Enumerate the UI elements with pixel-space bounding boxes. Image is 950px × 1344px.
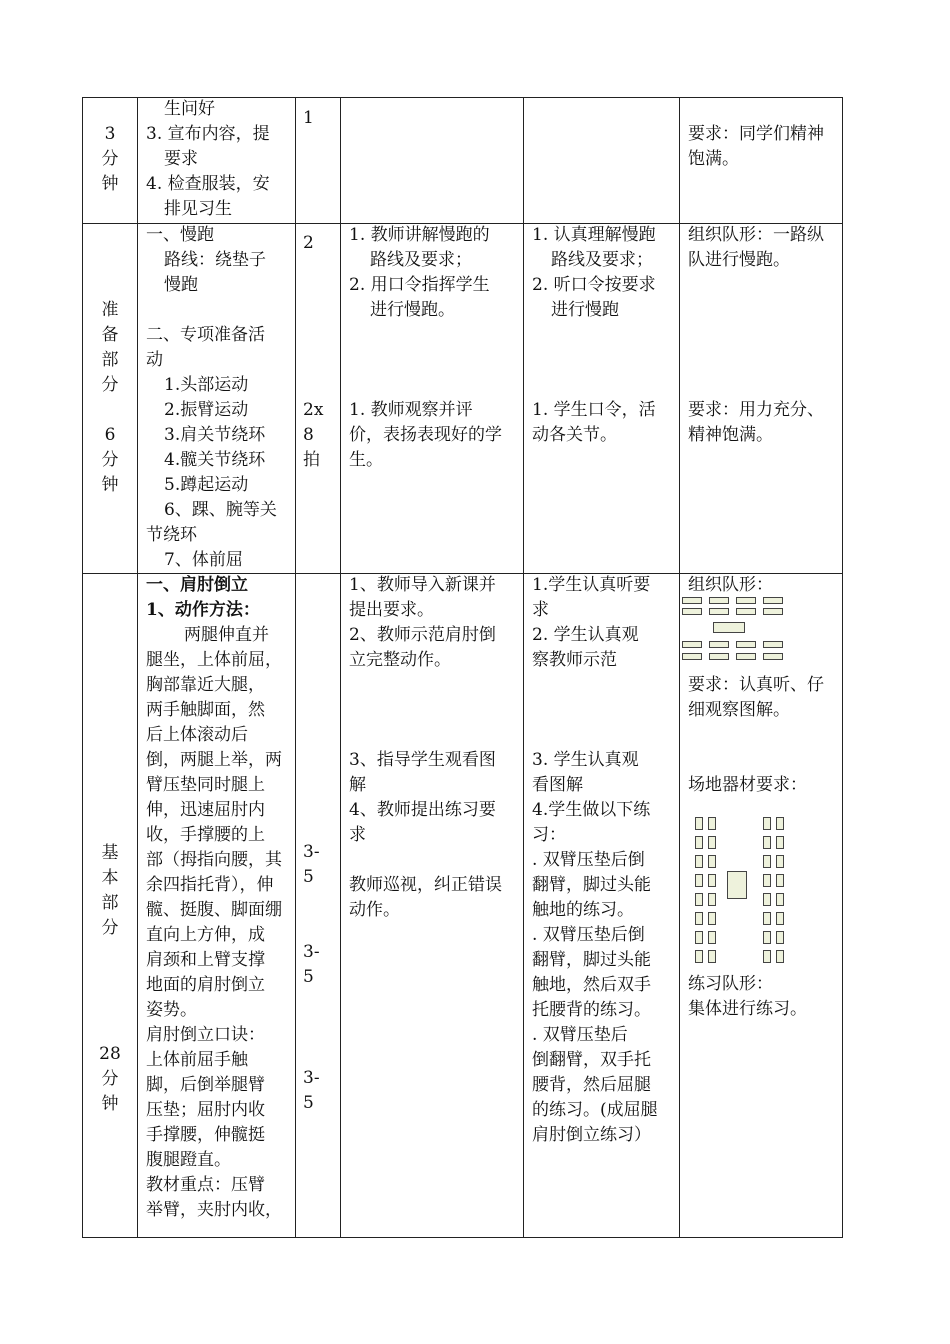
mat-icon (776, 817, 784, 830)
row2-requirements (688, 398, 840, 448)
mat-icon (695, 874, 703, 887)
mat-icon (695, 893, 703, 906)
text-line: 慢跑 (164, 275, 198, 295)
mat-icon (763, 836, 771, 849)
mat-icon (763, 912, 771, 925)
mat-icon (708, 855, 716, 868)
mat-icon (708, 912, 716, 925)
text-line: 翻臂，脚过头能 (532, 875, 651, 895)
row2-section (83, 298, 137, 498)
text-line: . 双臂压垫后倒 (532, 850, 645, 870)
mat-icon (776, 931, 784, 944)
text-line: 分 (101, 1069, 119, 1089)
row1-count (303, 106, 338, 131)
mat-icon (708, 874, 716, 887)
text-line: 5.蹲起运动 (164, 475, 249, 495)
row3-req1 (688, 673, 840, 723)
text-line: 髋、挺腹、脚面绷 (146, 900, 282, 920)
text-line: 6、踝、腕等关 (164, 500, 277, 520)
text-line: 要求：认真听、仔 (688, 675, 824, 695)
text-line: 察教师示范 (532, 650, 617, 670)
text-line: 臂压垫同时腿上 (146, 775, 265, 795)
text-line: 路线及要求； (551, 250, 653, 270)
text-line: 立完整动作。 (349, 650, 451, 670)
mat-icon (709, 653, 729, 660)
text-line: 腹腿蹬直。 (146, 1150, 231, 1170)
text-line: 2. 听口令按要求 (532, 275, 656, 295)
text-line: 腰背，然后屈腿 (532, 1075, 651, 1095)
text-line: 2. 用口令指挥学生 (349, 275, 490, 295)
mat-icon (695, 931, 703, 944)
text-line: 教师巡视，纠正错误 (349, 875, 502, 895)
text-line: 4.髋关节绕环 (164, 450, 266, 470)
text-line: 分 (101, 149, 119, 169)
text-line: 两手触脚面，然 (146, 700, 265, 720)
mat-icon (682, 597, 702, 604)
mat-icon (776, 950, 784, 963)
text-line (532, 698, 677, 723)
text-line: 2.振臂运动 (164, 400, 249, 420)
text-line: 进行慢跑 (551, 300, 619, 320)
mat-icon (682, 653, 702, 660)
text-line: 钟 (101, 1094, 119, 1114)
text-line: 地面的肩肘倒立 (146, 975, 265, 995)
mat-icon (736, 597, 756, 604)
text-line: 生问好 (164, 99, 215, 119)
text-line: 8 (303, 425, 314, 445)
row3-equip-label (688, 773, 840, 798)
teacher-mat-icon (727, 871, 747, 899)
text-line (349, 698, 521, 723)
mat-icon (695, 836, 703, 849)
mat-icon (763, 931, 771, 944)
mat-icon (776, 874, 784, 887)
text-line: 解 (349, 775, 366, 795)
text-line: 5 (303, 967, 314, 987)
text-line: 动作。 (349, 900, 400, 920)
text-line: 两腿伸直并 (184, 625, 269, 645)
text-line: 精神饱满。 (688, 425, 773, 445)
text-line: 6 (104, 425, 116, 445)
text-line: 准 (101, 300, 119, 320)
text-line: 胸部靠近大腿， (146, 675, 265, 695)
text-line: 教材重点：压臂 (146, 1175, 265, 1195)
mat-icon (763, 855, 771, 868)
text-line: 7、体前屈 (164, 550, 243, 570)
row2-count-b (303, 398, 338, 473)
mat-icon (736, 641, 756, 648)
text-line: 翻臂，脚过头能 (532, 950, 651, 970)
text-line (349, 848, 521, 873)
mat-icon (763, 653, 783, 660)
text-line: 压垫；屈肘内收 (146, 1100, 265, 1120)
mat-icon (682, 641, 702, 648)
text-line: 节绕环 (146, 525, 197, 545)
text-line: 一、肩肘倒立 (146, 575, 248, 595)
text-line: 直向上方伸，成 (146, 925, 265, 945)
mat-icon (708, 950, 716, 963)
mat-icon (709, 597, 729, 604)
mat-icon (736, 653, 756, 660)
text-line (532, 323, 677, 348)
text-line: 场地器材要求： (688, 775, 807, 795)
mat-icon (695, 817, 703, 830)
mat-icon (708, 817, 716, 830)
text-line: 肩肘倒立练习） (532, 1125, 651, 1145)
text-line: 触地，然后双手 (532, 975, 651, 995)
column-divider (679, 98, 680, 1237)
mat-icon (763, 874, 771, 887)
text-line: 一、慢跑 (146, 225, 214, 245)
row2-student (532, 223, 677, 448)
text-line: 进行慢跑。 (370, 300, 455, 320)
mat-icon (736, 608, 756, 615)
text-line: 求 (349, 825, 366, 845)
text-line: 3.肩关节绕环 (164, 425, 266, 445)
row2-organize (688, 223, 840, 273)
row1-time (83, 122, 137, 197)
text-line: 集体进行练习。 (688, 999, 807, 1019)
mat-icon (695, 912, 703, 925)
text-line (349, 673, 521, 698)
text-line: 生。 (349, 450, 383, 470)
text-line: 部 (101, 893, 119, 913)
row2-count-a (303, 231, 338, 256)
text-line: 手撑腰，伸髋挺 (146, 1125, 265, 1145)
mat-icon (763, 817, 771, 830)
text-line: 基 (101, 843, 119, 863)
row3-count-3 (303, 1066, 338, 1116)
text-line: 习： (532, 825, 566, 845)
mat-icon (682, 608, 702, 615)
text-line: 备 (101, 325, 119, 345)
text-line: 组织队形：一路纵 (688, 225, 824, 245)
text-line: 1. 教师观察并评 (349, 400, 473, 420)
mat-icon (763, 950, 771, 963)
text-line (349, 373, 521, 398)
column-divider (137, 98, 138, 1237)
text-line: 4. 检查服装，安 (146, 174, 270, 194)
text-line: 2、教师示范肩肘倒 (349, 625, 496, 645)
text-line: 1. 认真理解慢跑 (532, 225, 656, 245)
text-line: 4、教师提出练习要 (349, 800, 496, 820)
text-line: 肩颈和上臂支撑 (146, 950, 265, 970)
text-line: 钟 (101, 475, 119, 495)
text-line: 3. 宣布内容，提 (146, 124, 270, 144)
text-line: 分 (101, 918, 119, 938)
text-line: 28 (99, 1044, 121, 1064)
text-line: 倒，两腿上举，两 (146, 750, 282, 770)
text-line (532, 348, 677, 373)
text-line: 路线及要求； (370, 250, 472, 270)
text-line: 后上体滚动后 (146, 725, 248, 745)
mat-icon (776, 836, 784, 849)
teacher-mat-icon (713, 622, 745, 633)
row1-content (146, 97, 291, 222)
text-line: 求 (532, 600, 549, 620)
mat-icon (776, 912, 784, 925)
mat-icon (708, 836, 716, 849)
text-line: 路线：绕垫子 (164, 250, 266, 270)
text-line: 1、动作方法： (146, 600, 260, 620)
row3-section (83, 841, 137, 941)
mat-icon (763, 641, 783, 648)
text-line: 拍 (303, 450, 320, 470)
mat-icon (708, 931, 716, 944)
text-line: 练习队形： (688, 974, 773, 994)
row3-count-2 (303, 940, 338, 990)
text-line: 部 (101, 350, 119, 370)
text-line: 3 (104, 124, 116, 144)
text-line (532, 373, 677, 398)
text-line: 分 (101, 450, 119, 470)
text-line: 腿坐，上体前屈， (146, 650, 282, 670)
row1-requirements (688, 122, 840, 172)
text-line: 触地的练习。 (532, 900, 634, 920)
text-line: 1、教师导入新课并 (349, 575, 496, 595)
text-line: 5 (303, 1093, 314, 1113)
text-line (349, 348, 521, 373)
text-line: 动各关节。 (532, 425, 617, 445)
text-line: 4.学生做以下练 (532, 800, 651, 820)
row3-org-label (688, 573, 840, 598)
text-line: 部（拇指向腰，其 (146, 850, 282, 870)
text-line: 2. 学生认真观 (532, 625, 639, 645)
text-line: 要求 (164, 149, 198, 169)
text-line: 伸，迅速屈肘内 (146, 800, 265, 820)
text-line: 托腰背的练习。 (532, 1000, 651, 1020)
mat-icon (763, 597, 783, 604)
text-line: 队进行慢跑。 (688, 250, 790, 270)
row3-count-1 (303, 840, 338, 890)
text-line: 上体前屈手触 (146, 1050, 248, 1070)
text-line: 1. 学生口令，活 (532, 400, 656, 420)
text-line: 2 (303, 233, 314, 253)
text-line: 3- (303, 942, 320, 962)
column-divider (295, 98, 296, 1237)
text-line: . 双臂压垫后 (532, 1025, 628, 1045)
row2-content (146, 223, 291, 573)
row3-content (146, 573, 291, 1223)
text-line: 细观察图解。 (688, 700, 790, 720)
text-line: 本 (101, 868, 119, 888)
text-line: 动 (146, 350, 163, 370)
text-line: 排见习生 (164, 199, 232, 219)
text-line: 要求：用力充分、 (688, 400, 824, 420)
row3-duration (83, 1042, 137, 1117)
text-line (349, 323, 521, 348)
text-line: 肩肘倒立口诀： (146, 1025, 265, 1045)
text-line: 饱满。 (688, 149, 739, 169)
text-line (83, 398, 137, 423)
row2-teacher (349, 223, 521, 473)
text-line: 价，表扬表现好的学 (349, 425, 502, 445)
text-line: 要求：同学们精神 (688, 124, 824, 144)
mat-icon (695, 950, 703, 963)
text-line: 5 (303, 867, 314, 887)
text-line: 1 (303, 108, 314, 128)
row3-practice (688, 972, 840, 1022)
text-line: 脚，后倒举腿臂 (146, 1075, 265, 1095)
text-line (146, 298, 291, 323)
mat-icon (709, 641, 729, 648)
text-line: 余四指托背），伸 (146, 875, 274, 895)
text-line: 姿势。 (146, 1000, 197, 1020)
mat-icon (763, 608, 783, 615)
text-line: 倒翻臂，双手托 (532, 1050, 651, 1070)
text-line: 收，手撑腰的上 (146, 825, 265, 845)
text-line: 看图解 (532, 775, 583, 795)
mat-icon (763, 893, 771, 906)
text-line: . 双臂压垫后倒 (532, 925, 645, 945)
text-line: 1.头部运动 (164, 375, 249, 395)
text-line (349, 723, 521, 748)
text-line: 3、指导学生观看图 (349, 750, 496, 770)
text-line: 3- (303, 842, 320, 862)
text-line: 二、专项准备活 (146, 325, 265, 345)
text-line: 1. 教师讲解慢跑的 (349, 225, 490, 245)
row3-student (532, 573, 677, 1148)
text-line: 1.学生认真听要 (532, 575, 651, 595)
column-divider (523, 98, 524, 1237)
text-line (532, 723, 677, 748)
column-divider (340, 98, 341, 1237)
mat-icon (776, 893, 784, 906)
text-line: 的练习。(成屈腿 (532, 1100, 658, 1120)
text-line (532, 673, 677, 698)
text-line: 2x (303, 400, 324, 420)
row3-teacher (349, 573, 521, 923)
mat-icon (776, 855, 784, 868)
text-line: 3- (303, 1068, 320, 1088)
text-line: 分 (101, 375, 119, 395)
text-line: 提出要求。 (349, 600, 434, 620)
mat-icon (709, 608, 729, 615)
mat-icon (708, 893, 716, 906)
text-line: 举臂，夹肘内收， (146, 1200, 282, 1220)
mat-icon (695, 855, 703, 868)
text-line: 组织队形： (688, 575, 773, 595)
text-line: 3. 学生认真观 (532, 750, 639, 770)
text-line: 钟 (101, 174, 119, 194)
